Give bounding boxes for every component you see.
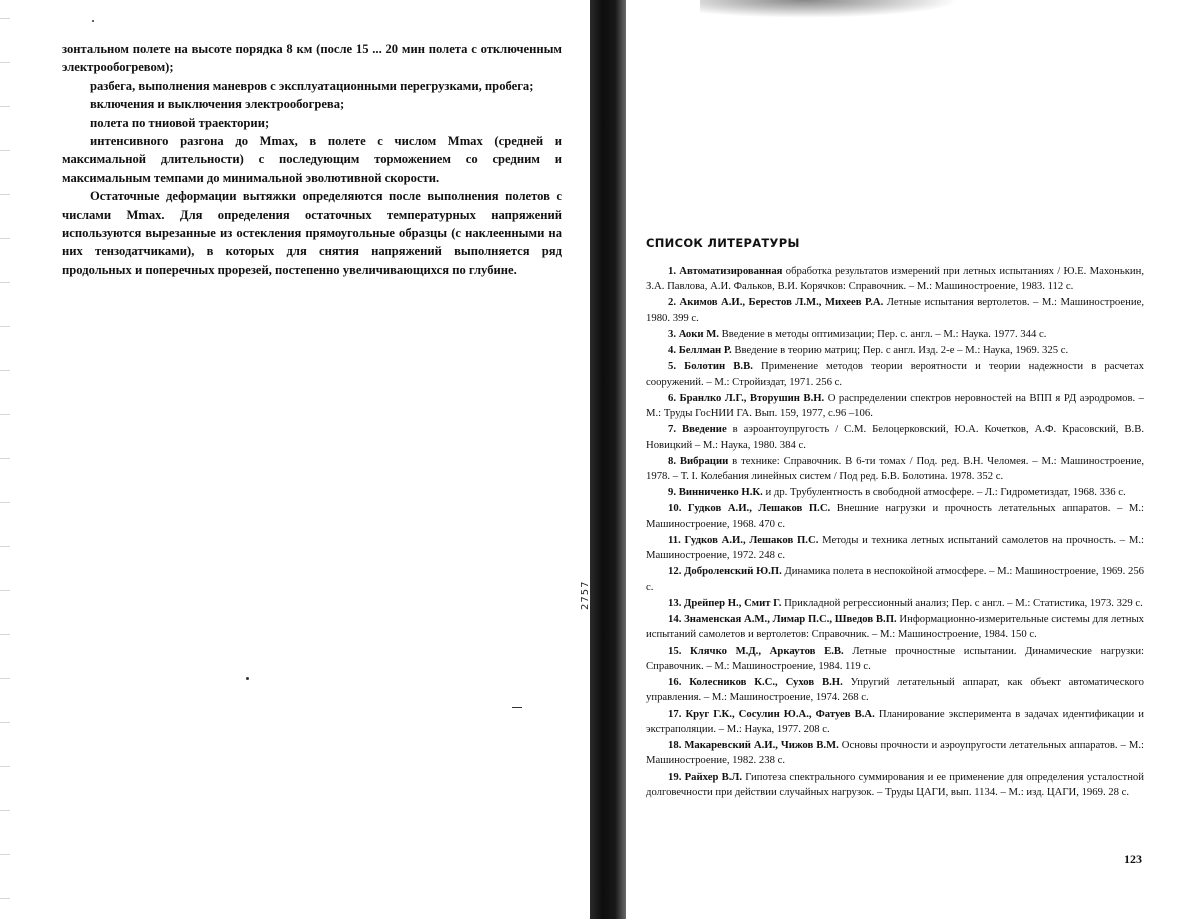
scan-edge-noise [0, 0, 10, 919]
paragraph: включения и выключения электрообогрева; [90, 97, 345, 112]
scan-speck [92, 20, 94, 22]
reference-item: 13. Дрейпер Н., Смит Г. Прикладной регрессионный анализ; Пер. с англ. – М.: Статистика, 1973. 329 с. [668, 596, 1143, 609]
reference-item: 5. Болотин В.В. Применение методов теории вероятности и теории надежности в расчетах сооружений. – М.: Стройиздат, 1971. 256 с. [646, 360, 1144, 388]
reference-item: 9. Винниченко Н.К. и др. Трубулентность в свободной атмосфере. – Л.: Гидрометиздат, 1968. 336 с. [668, 486, 1126, 499]
reference-item: 7. Введение в аэроантоупругость / С.М. Белоцерковский, Ю.А. Кочетков, А.Ф. Красовский, В.В. Новицкий – М.: Наука, 1980. 384 с. [646, 423, 1144, 451]
paragraph: полета по тниовой траектории; [90, 115, 270, 130]
left-page [0, 0, 590, 919]
reference-item: 3. Аоки М. Введение в методы оптимизации; Пер. с. англ. – М.: Наука. 1977. 344 с. [668, 327, 1047, 340]
bibliography-heading: СПИСОК ЛИТЕРАТУРЫ [646, 236, 800, 250]
paragraph: зонтальном полете на высоте порядка 8 км (после 15 ... 20 мин полета с отключенным электрообогревом); [62, 42, 562, 75]
paragraph: интенсивного разгона до Mmax, в полете с числом Mmax (средней и максимальной длительности) с последующим торможением со средним и максимальным темпами до минимальной эволютивной скорости. [62, 134, 562, 185]
reference-item: 15. Клячко М.Д., Аркаутов Е.В. Летные прочностные испытании. Динамические нагрузки: Справочник. – М.: Машиностроение, 1984. 119 с. [646, 644, 1145, 672]
spine-mark: 2757 [580, 580, 591, 610]
page-number: 123 [1124, 852, 1142, 866]
paragraph: Остаточные деформации вытяжки определяются после выполнения полетов с числами Mmax. Для определения остаточных температурных напряжений используются вырезанные из остекления прямоугольные образцы (с наклеенными на них тензодатчиками), в которых для снятия напряжений выполняется ряд продольных и поперечных прорезей, постепенно увеличивающихся по глубине. [62, 189, 562, 277]
scan-speck [246, 677, 249, 680]
reference-item: 17. Круг Г.К., Сосулин Ю.А., Фатуев В.А. Планирование эксперимента в задачах идентификации и экстраполяции. – М.: Наука, 1977. 208 с. [646, 707, 1145, 735]
reference-item: 2. Акимов А.И., Берестов Л.М., Михеев Р.А. Летные испытания вертолетов. – М.: Машиностроение, 1980. 399 с. [646, 296, 1144, 324]
reference-item: 16. Колесников К.С., Сухов В.Н. Упругий летательный аппарат, как объект автоматического управления. – М.: Машиностроение, 1974. 268 с. [646, 676, 1144, 704]
reference-item: 4. Беллман Р. Введение в теорию матриц; Пер. с англ. Изд. 2-е – М.: Наука, 1969. 325 с. [668, 344, 1069, 357]
reference-item: 8. Вибрации в технике: Справочник. В 6-ти томах / Под. ред. В.Н. Челомея. – М.: Машиностроение, 1978. – Т. I. Колебания линейных систем / Под ред. Б.В. Болотина. 1978. 352 с. [646, 454, 1145, 483]
reference-item: 12. Доброленский Ю.П. Динамика полета в неспокойной атмосфере. – М.: Машиностроение, 1969. 256 с. [646, 565, 1145, 593]
reference-item: 14. Знаменская А.М., Лимар П.С., Шведов В.П. Информационно-измерительные системы для летных испытаний самолетов и вертолетов: Справочник. – М.: Машиностроение, 1984. 150 с. [646, 613, 1144, 641]
reference-item: 10. Гудков А.И., Лешаков П.С. Внешние нагрузки и прочность летательных аппаратов. – М.: Машиностроение, 1968. 470 с. [646, 502, 1144, 530]
scan-speck [512, 707, 522, 708]
reference-item: 18. Макаревский А.И., Чижов В.М. Основы прочности и аэроупругости летательных аппаратов. – М.: Машиностроение, 1982. 238 с. [646, 739, 1144, 767]
bibliography-list [646, 264, 1144, 801]
reference-item: 19. Райхер В.Л. Гипотеза спектрального суммирования и ее применение для определения усталостной долговечности при действии случайных нагрузок. – Труды ЦАГИ, вып. 1134. – М.: изд. ЦАГИ, 1969. 28 с. [646, 770, 1144, 798]
scan-top-noise [700, 0, 960, 18]
left-body-text [62, 40, 562, 279]
reference-item: 1. Автоматизированная обработка результатов измерений при летных испытаниях / Ю.Е. Махонькин, З.А. Павлова, А.И. Фальков, В.И. Корячков: Справочник. – М.: Машиностроение, 1983. 112 с. [646, 265, 1145, 293]
paragraph: разбега, выполнения маневров с эксплуатационными перегрузками, пробега; [90, 78, 534, 93]
reference-item: 11. Гудков А.И., Лешаков П.С. Методы и техника летных испытаний самолетов на прочность. – М.: Машиностроение, 1972. 248 с. [646, 533, 1144, 562]
reference-item: 6. Бранлко Л.Г., Вторушин В.Н. О распределении спектров неровностей на ВПП я РД аэродромов. – М.: Труды ГосНИИ ГА. Вып. 159, 1977, с.96 –106. [646, 391, 1145, 420]
